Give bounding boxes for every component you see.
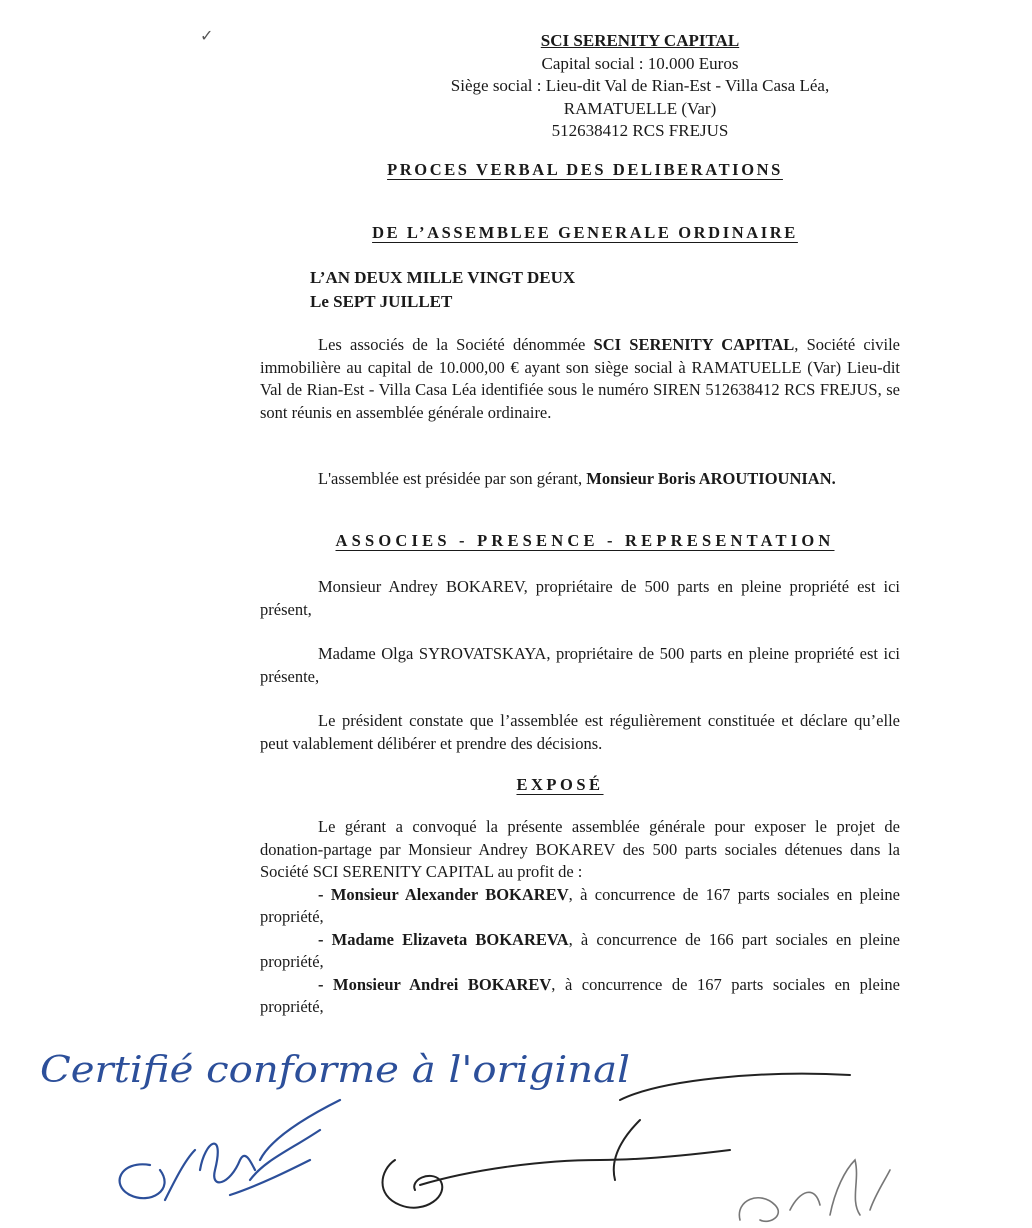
heading-proces-verbal: PROCES VERBAL DES DELIBERATIONS <box>387 160 783 179</box>
company-name: SCI SERENITY CAPITAL <box>540 31 740 50</box>
signature-black <box>383 1074 851 1208</box>
company-siege: Siège social : Lieu-dit Val de Rian-Est - Villa Casa Léa, <box>450 76 830 95</box>
associe-2-text: Madame Olga SYROVATSKAYA, propriétaire de 500 parts en pleine propriété est ici présente, <box>260 644 900 686</box>
date-day: Le SEPT JUILLET <box>310 292 453 311</box>
beneficiary-list <box>260 884 900 1019</box>
company-header <box>360 30 920 143</box>
beneficiary-item <box>260 884 900 929</box>
beneficiary-name: - Monsieur Andrei BOKAREV <box>318 974 552 994</box>
constat-text: Le président constate que l’assemblée est régulièrement constituée et déclare qu’elle peut valablement délibérer et prendre des décisions. <box>260 711 900 753</box>
intro-text-b: , Société civile immobilière au capital de 10.000,00 € ayant son siège social à RAMATUELLE (Var) Lieu-dit Val de Rian-Est - Villa Casa Léa identifiée sous le numéro SIREN 512638412 RCS FREJUS, se sont réunis en assemblée générale ordinaire. <box>260 335 900 422</box>
associe-2-paragraph <box>260 643 900 688</box>
intro-paragraph <box>260 334 900 424</box>
beneficiary-detail: , à concurrence de 166 part sociales en pleine propriété, <box>260 929 901 971</box>
company-rcs: 512638412 RCS FREJUS <box>551 121 729 140</box>
heading-expose: EXPOSÉ <box>516 775 604 794</box>
certification-handwriting: Certifié conforme à l'original <box>40 1050 630 1091</box>
date-year: L’AN DEUX MILLE VINGT DEUX <box>310 268 576 287</box>
beneficiary-name: - Monsieur Alexander BOKAREV <box>318 884 569 904</box>
signature-blue <box>120 1100 340 1200</box>
associe-1-paragraph <box>260 576 900 621</box>
president-text: L'assemblée est présidée par son gérant, <box>318 469 587 488</box>
heading-associes: ASSOCIES - PRESENCE - REPRESENTATION <box>335 531 835 550</box>
meeting-date <box>310 266 575 314</box>
company-city: RAMATUELLE (Var) <box>563 98 717 118</box>
beneficiary-item <box>260 929 900 974</box>
expose-paragraph <box>260 816 900 1019</box>
signature-area <box>0 1010 1032 1228</box>
beneficiary-detail: , à concurrence de 167 parts sociales en pleine propriété, <box>260 884 900 926</box>
beneficiary-detail: , à concurrence de 167 parts sociales en pleine propriété, <box>260 974 900 1016</box>
president-paragraph <box>260 468 900 491</box>
intro-text-a: Les associés de la Société dénommée <box>318 335 594 354</box>
beneficiary-name: - Madame Elizaveta BOKAREVA <box>318 929 569 949</box>
intro-company-name: SCI SERENITY CAPITAL <box>593 335 795 354</box>
heading-assemblee: DE L’ASSEMBLEE GENERALE ORDINAIRE <box>372 223 798 242</box>
associe-1-text: Monsieur Andrey BOKAREV, propriétaire de 500 parts en pleine propriété est ici présent, <box>260 577 900 619</box>
president-name: Monsieur Boris AROUTIOUNIAN. <box>586 469 836 488</box>
signature-grey <box>739 1160 890 1221</box>
check-mark: ✓ <box>200 26 214 45</box>
company-capital: Capital social : 10.000 Euros <box>541 53 739 73</box>
constat-paragraph <box>260 710 900 755</box>
expose-text: Le gérant a convoqué la présente assemblée générale pour exposer le projet de donation-partage par Monsieur Andrey BOKAREV des 500 parts sociales détenues dans la Société SCI SERENITY CAPITAL au profit de : <box>260 817 900 881</box>
